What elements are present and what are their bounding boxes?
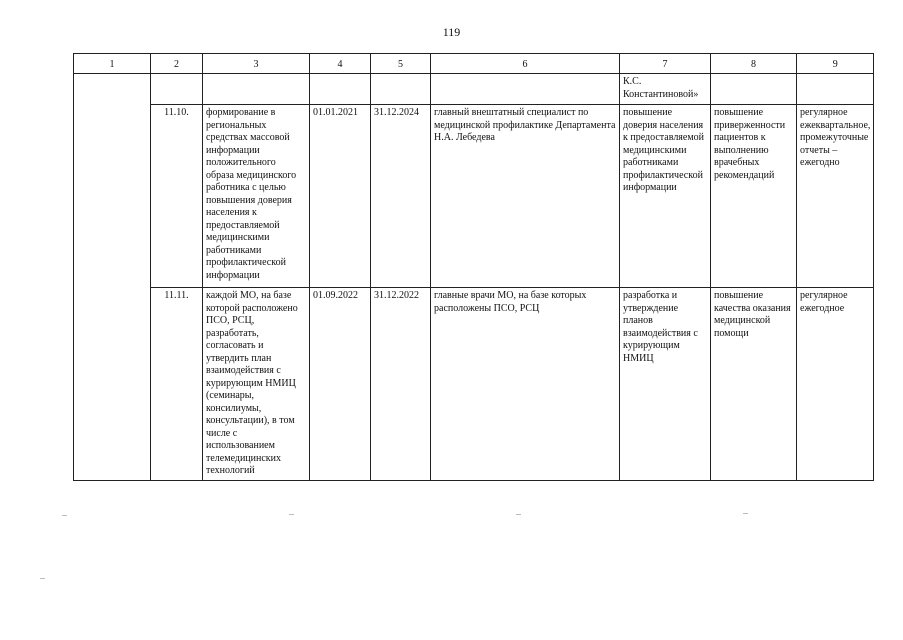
- column-number-row: [74, 54, 874, 74]
- cell-section: [74, 74, 151, 481]
- column-header-4: 4: [310, 54, 371, 74]
- cell-measure: [203, 74, 310, 105]
- measures-table: [73, 53, 874, 481]
- scan-artifact: [516, 514, 521, 515]
- cell-result: разработка и утверждение планов взаимодействия с курирующим НМИЦ: [620, 288, 711, 481]
- cell-effect: повышение качества оказания медицинской помощи: [711, 288, 797, 481]
- cell-start-date: [310, 74, 371, 105]
- cell-end-date: [371, 74, 431, 105]
- column-header-2: 2: [151, 54, 203, 74]
- scan-artifact: [62, 515, 67, 516]
- table-row: [74, 74, 874, 105]
- column-header-3: 3: [203, 54, 310, 74]
- column-header-8: 8: [711, 54, 797, 74]
- cell-number: 11.10.: [151, 105, 203, 288]
- table-row: [74, 288, 874, 481]
- cell-responsible: главный внештатный специалист по медицинской профилактике Департамента Н.А. Лебедева: [431, 105, 620, 288]
- cell-end-date: 31.12.2022: [371, 288, 431, 481]
- column-header-5: 5: [371, 54, 431, 74]
- table-row: [74, 105, 874, 288]
- cell-number: 11.11.: [151, 288, 203, 481]
- column-header-1: 1: [74, 54, 151, 74]
- cell-start-date: 01.01.2021: [310, 105, 371, 288]
- cell-number: [151, 74, 203, 105]
- cell-result: повышение доверия населения к предоставляемой медицинскими работниками профилактической информации: [620, 105, 711, 288]
- scan-artifact: [289, 514, 294, 515]
- cell-responsible: главные врачи МО, на базе которых расположены ПСО, РСЦ: [431, 288, 620, 481]
- cell-responsible: [431, 74, 620, 105]
- cell-reporting: регулярное ежеквартальное, промежуточные отчеты – ежегодно: [797, 105, 874, 288]
- cell-effect: [711, 74, 797, 105]
- cell-reporting: регулярное ежегодное: [797, 288, 874, 481]
- column-header-9: 9: [797, 54, 874, 74]
- column-header-7: 7: [620, 54, 711, 74]
- cell-reporting: [797, 74, 874, 105]
- scan-artifact: [743, 513, 748, 514]
- cell-start-date: 01.09.2022: [310, 288, 371, 481]
- cell-end-date: 31.12.2024: [371, 105, 431, 288]
- cell-result: К.С. Константиновой»: [620, 74, 711, 105]
- scan-artifact: [40, 578, 45, 579]
- cell-effect: повышение приверженности пациентов к выполнению врачебных рекомендаций: [711, 105, 797, 288]
- column-header-6: 6: [431, 54, 620, 74]
- page-number: 119: [442, 25, 461, 39]
- cell-measure: формирование в региональных средствах массовой информации положительного образа медицинского работника с целью повышения доверия населения к предоставляемой медицинскими работниками профилактической информации: [203, 105, 310, 288]
- cell-measure: каждой МО, на базе которой расположено ПСО, РСЦ, разработать, согласовать и утвердить план взаимодействия с курирующим НМИЦ (семинары, консилиумы, консультации), в том числе с использованием телемедицинских технологий: [203, 288, 310, 481]
